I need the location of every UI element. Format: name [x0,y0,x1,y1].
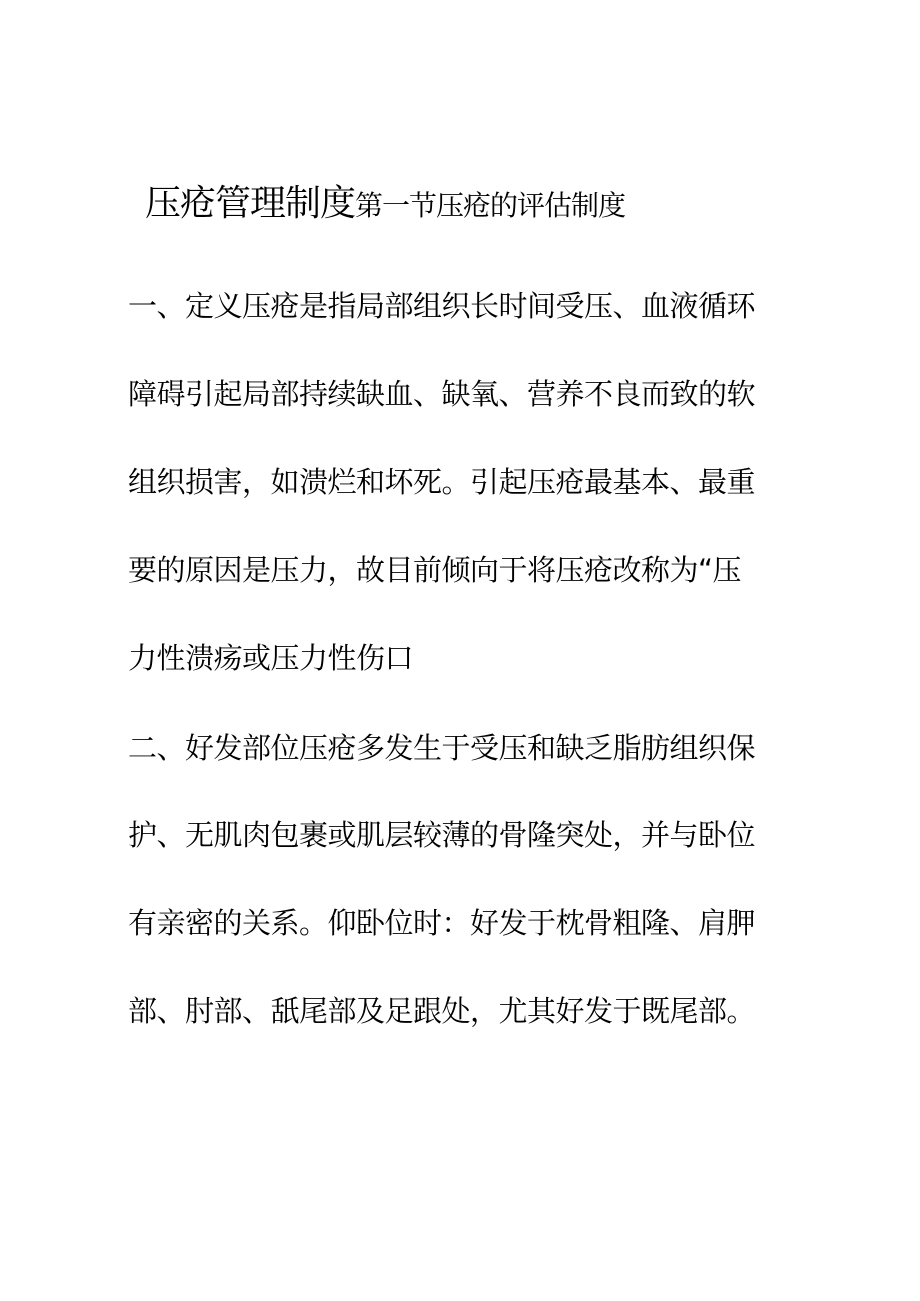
text-line: 一、定义压疮是指局部组织长时间受压、血液循环 [128,289,756,323]
text-line: 力性溃疡或压力性伤口 [128,641,414,675]
page-title [145,180,625,234]
text-line: 二、好发部位压疮多发生于受压和缺乏脂肪组织保 [128,731,756,765]
text-line: 组织损害，如溃烂和坏死。引起压疮最基本、最重 [128,465,756,499]
title-main: 压疮管理制度 [145,183,356,224]
text-line: 要的原因是压力，故目前倾向于将压疮改称为“压 [128,553,742,587]
text-line: 部、肘部、舐尾部及足跟处，尤其好发于既尾部。 [128,994,756,1028]
text-line: 障碍引起局部持续缺血、缺氧、营养不良而致的软 [128,377,756,411]
text-line: 护、无肌肉包裹或肌层较薄的骨隆突处，并与卧位 [128,818,756,852]
text-line: 有亲密的关系。仰卧位时：好发于枕骨粗隆、肩胛 [128,906,756,940]
title-sub: 第一节压疮的评估制度 [355,189,626,222]
